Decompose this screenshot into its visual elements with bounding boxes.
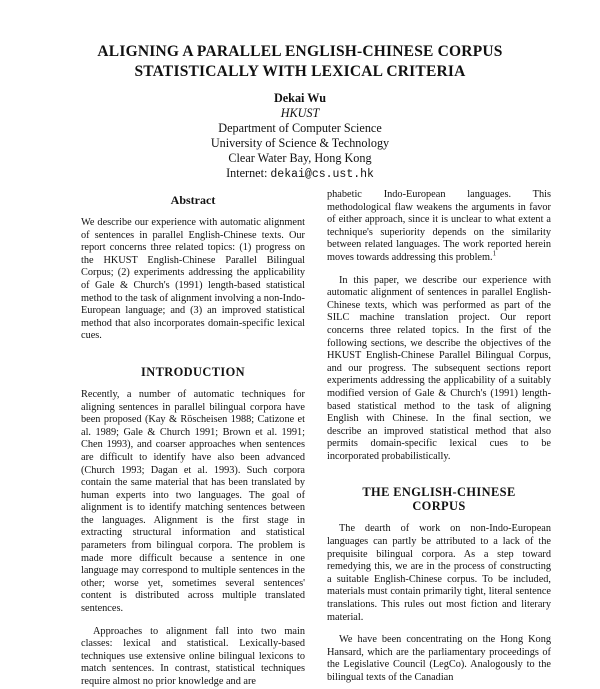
right-column: [327, 189, 551, 685]
author-address: Clear Water Bay, Hong Kong: [228, 151, 372, 165]
footnote-mark: 1: [492, 249, 497, 258]
paper-overview-paragraph: In this paper, we describe our experience with automatic alignment of sentences in parallel English-Chinese texts, which was performed as part of the SILC machine translation project. Our report concerns three related topics. In the first of the following sections, we describe the objectives of the HKUST English-Chinese Parallel Bilingual Corpus, and our progress. The subsequent sections report experiments addressing the applicability of a suitably modified version of Gale & Church's (1991) length-based statistical method to the task of aligning English with Chinese. In the final section, we describe an improved statistical method that also permits domain-specific lexical cues to be incorporated probabilistically.: [327, 274, 551, 462]
abstract-heading: Abstract: [170, 193, 216, 207]
right-paragraph-continued: [327, 189, 551, 265]
paper-title-line-1: ALIGNING A PARALLEL ENGLISH-CHINESE CORPUS: [97, 43, 503, 60]
introduction-paragraph-2: Approaches to alignment fall into two main classes: lexical and statistical. Lexically-based techniques use extensive online bilingual lexicons to match sentences. In contrast, statistical techniques require almost no prior knowledge and are: [81, 625, 305, 687]
corpus-paragraph-1: The dearth of work on non-Indo-European languages can partly be attributed to a lack of the prequisite bilingual corpora. As a step toward remedying this, we are in the process of constructing a suitable English-Chinese corpus. To be included, materials must contain primarily tight, literal sentence translations. This rules out most fiction and literary material.: [327, 523, 551, 623]
continued-text: phabetic Indo-European languages. This methodological flaw weakens the arguments in favor of either approach, since it is unclear to what extent a technique's superiority depends on the similarity between related languages. The work reported herein moves towards addressing this problem.: [327, 189, 551, 263]
author-institution: HKUST: [280, 106, 320, 120]
left-column: [81, 193, 305, 689]
corpus-heading-line-2: CORPUS: [412, 499, 466, 514]
corpus-heading-line-1: THE ENGLISH-CHINESE: [362, 485, 516, 500]
author-university: University of Science & Technology: [210, 136, 390, 150]
paper-title-line-2: STATISTICALLY WITH LEXICAL CRITERIA: [134, 63, 466, 80]
abstract-text: We describe our experience with automatic alignment of sentences in parallel English-Chinese texts. Our report concerns three related topics: (1) progress on the HKUST English-Chinese Parallel Bilingual Corpus; (2) experiments addressing the applicability of Gale & Church's (1991) length-based statistical method to the task of alignment involving a non-Indo-European language; and (3) an improved statistical method that also incorporates domain-specific lexical cues.: [81, 217, 305, 342]
author-department: Department of Computer Science: [218, 121, 382, 135]
introduction-paragraph-1: Recently, a number of automatic techniques for aligning sentences in parallel bilingual corpora have been proposed (Kay & Röscheisen 1988; Catizone et al. 1989; Gale & Church 1991; Brown et al. 1991; Chen 1993), and coarser approaches when sentences are difficult to identify have also been advanced (Church 1993; Dagan et al. 1993). Such corpora contain the same material that has been translated by human experts into two languages. The goal of alignment is to identify matching sentences between the languages. Alignment is the first stage in extracting structural information and statistical parameters from bilingual corpora. The problem is made more difficult because a sentence in one language may correspond to multiple sentences in the other; worse yet, sometimes several sentences' content is distributed across multiple translated sentences.: [81, 388, 305, 615]
author-name: Dekai Wu: [273, 91, 327, 105]
author-internet: [0, 166, 600, 182]
email-address: dekai@cs.ust.hk: [270, 168, 374, 181]
introduction-heading: INTRODUCTION: [141, 364, 245, 379]
corpus-paragraph-2: We have been concentrating on the Hong Kong Hansard, which are the parliamentary proceedings of the Legislative Council (LegCo). Analogously to the bilingual texts of the Canadian: [327, 634, 551, 683]
internet-label: Internet:: [226, 166, 271, 180]
